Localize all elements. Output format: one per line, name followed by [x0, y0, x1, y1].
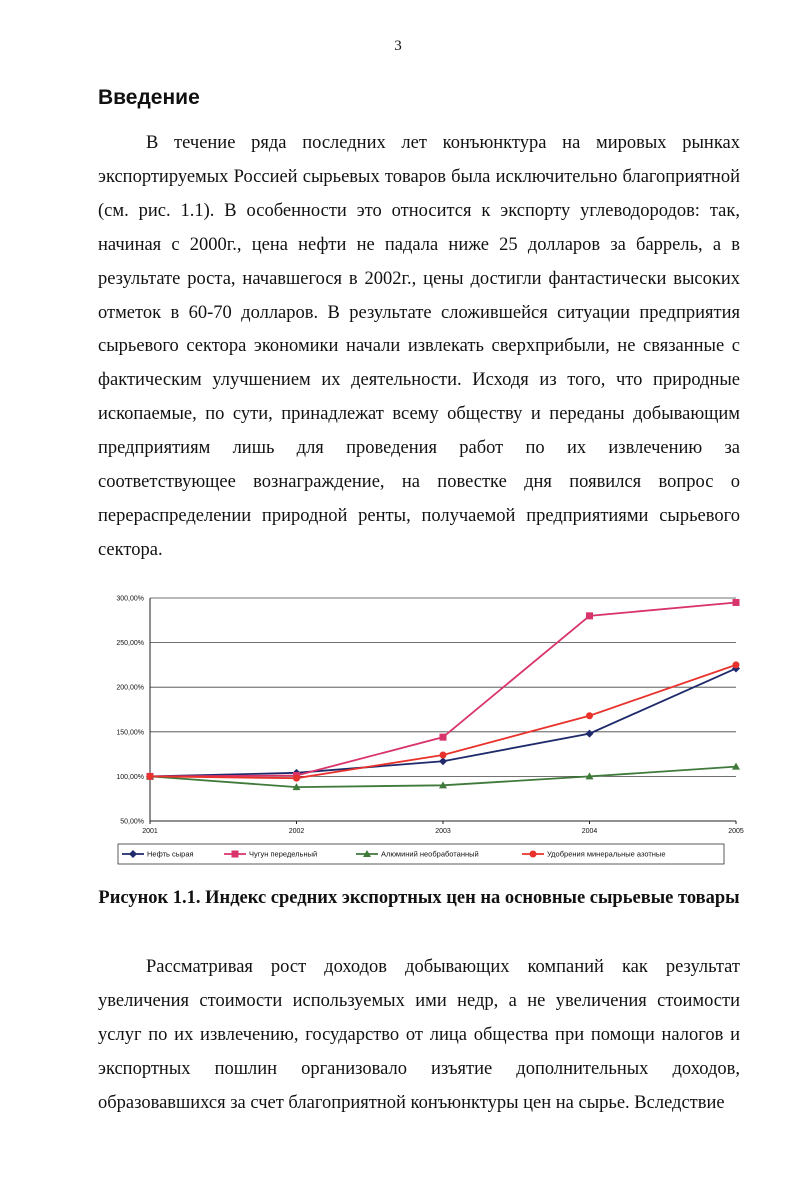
x-tick-label: 2003 [435, 828, 451, 835]
data-point [147, 773, 154, 780]
section-heading: Введение [98, 86, 200, 109]
data-point [733, 599, 740, 606]
data-point [586, 712, 593, 719]
y-tick-labels [116, 596, 144, 826]
price-index-chart [98, 588, 744, 876]
y-tick-label: 200,00% [116, 684, 144, 692]
y-tick-label: 100,00% [116, 773, 144, 781]
series-line [150, 602, 736, 776]
second-paragraph: Рассматривая рост доходов добывающих компаний как результат увеличения стоимости используемых ими недр, а не увеличения стоимости услуг по их извлечению, государство от лица общества при помощи налогов и экспортных пошлин организовало изъятие дополнительных доходов, образовавшихся за счет благоприятной конъюнктуры цен на сырье. Вследствие [98, 957, 740, 1113]
legend-label: Чугун передельный [249, 849, 318, 859]
intro-paragraph: В течение ряда последних лет конъюнктура на мировых рынках экспортируемых Россией сырьевых товаров была исключительно благоприятной (см. рис. 1.1). В особенности это относится к экспорту углеводородов: так, начиная с 2000г., цена нефти не падала ниже 25 долларов за баррель, а в результате роста, начавшегося в 2002г., цены достигли фантастически высоких отметок в 60-70 долларов. В результате сложившейся ситуации предприятия сырьевого сектора экономики начали извлекать сверхприбыли, не связанные с фактическим улучшением их деятельности. Исходя из того, что природные ископаемые, по сути, принадлежат всему обществу и переданы добывающим предприятиям лишь для проведения работ по их извлечению за соответствующее вознаграждение, на повестке дня появился вопрос о перераспределении природной ренты, получаемой предприятиями сырьевого сектора. [98, 133, 740, 560]
page-number: 3 [394, 38, 402, 54]
chart-axes [150, 598, 736, 824]
y-tick-label: 50,00% [120, 818, 144, 826]
x-tick-labels [142, 828, 744, 835]
x-tick-label: 2002 [288, 828, 305, 835]
legend-label: Удобрения минеральные азотные [547, 849, 666, 859]
data-point [293, 775, 300, 782]
legend-marker [129, 850, 137, 858]
x-tick-label: 2004 [581, 828, 598, 835]
legend-label: Алюминий необработанный [381, 849, 479, 859]
data-point [586, 730, 594, 738]
x-tick-label: 2001 [142, 828, 158, 835]
data-point [440, 751, 447, 758]
data-point [440, 734, 447, 741]
figure-caption: Рисунок 1.1. Индекс средних экспортных цен на основные сырьевые товары [98, 888, 740, 908]
y-tick-label: 150,00% [116, 729, 144, 737]
y-tick-label: 300,00% [116, 595, 144, 603]
legend-marker [530, 851, 537, 858]
x-tick-label: 2005 [728, 828, 744, 835]
y-tick-label: 250,00% [116, 640, 144, 648]
legend-marker [232, 851, 239, 858]
legend-label: Нефть сырая [147, 849, 194, 859]
data-point [733, 661, 740, 668]
chart-legend [118, 844, 724, 864]
data-point [586, 612, 593, 619]
